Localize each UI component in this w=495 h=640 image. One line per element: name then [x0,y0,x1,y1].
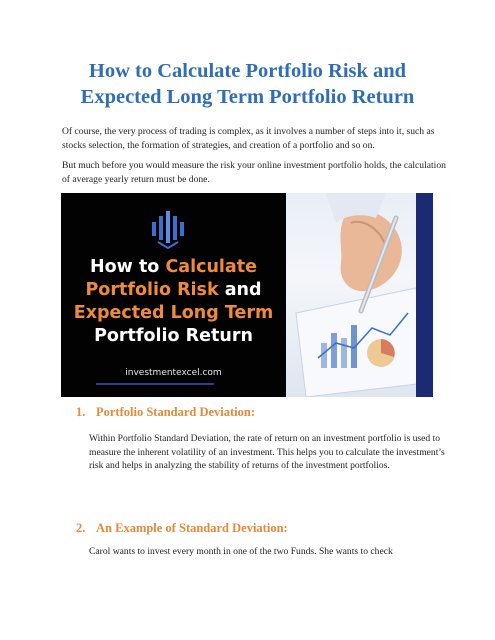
section-heading-1 [76,405,255,420]
banner-line-3 [61,302,286,324]
title-line-2: Expected Long Term Portfolio Return [80,86,415,108]
intro-paragraph: Of course, the very process of trading is complex, as it involves a number of steps into it, such as stocks selection, the formation of strategies, and creation of a portfolio and so on. [62,126,435,151]
chart-paper-illustration [286,193,433,397]
section-number-2: 2. [76,521,86,535]
banner-line-3-orange: Expected Long Term [73,303,274,323]
banner-line-2 [61,279,286,301]
banner-line-4 [61,325,286,347]
section-heading-2 [76,521,288,536]
banner-line-4-white: Portfolio Return [94,326,253,346]
page-title [40,58,455,110]
section-body-2: Carol wants to invest every month in one of the two Funds. She wants to check [89,546,393,557]
banner-line-2-orange: Portfolio Risk [85,280,219,300]
article-banner-image [61,193,433,397]
banner-line-1-orange: Calculate [165,257,257,277]
title-line-1: How to Calculate Portfolio Risk and [88,60,407,82]
banner-line-2-white: and [218,280,262,300]
section-body-1: Within Portfolio Standard Deviation, the rate of return on an investment portfolio is used to measure the inherent volatility of an investment. This helps you to calculate the investment’s risk and helps in analyzing the stability of returns of the investment portfolios. [89,433,445,472]
banner-photo-hand-with-pen [286,193,433,397]
section-title-1: Portfolio Standard Deviation: [96,405,256,419]
banner-line-1-white: How to [90,257,166,277]
banner-website: investmentexcel.com [125,368,222,378]
banner-underline [96,383,214,385]
section-number-1: 1. [76,405,86,419]
section-title-2: An Example of Standard Deviation: [96,521,288,535]
banner-navy-bar [416,193,433,397]
second-paragraph: But much before you would measure the risk your online investment portfolio holds, the calculation of average yearly return must be done. [62,160,446,185]
bar-chart-logo-icon [148,208,188,250]
banner-line-1 [61,256,286,278]
banner-text-panel [61,193,286,397]
